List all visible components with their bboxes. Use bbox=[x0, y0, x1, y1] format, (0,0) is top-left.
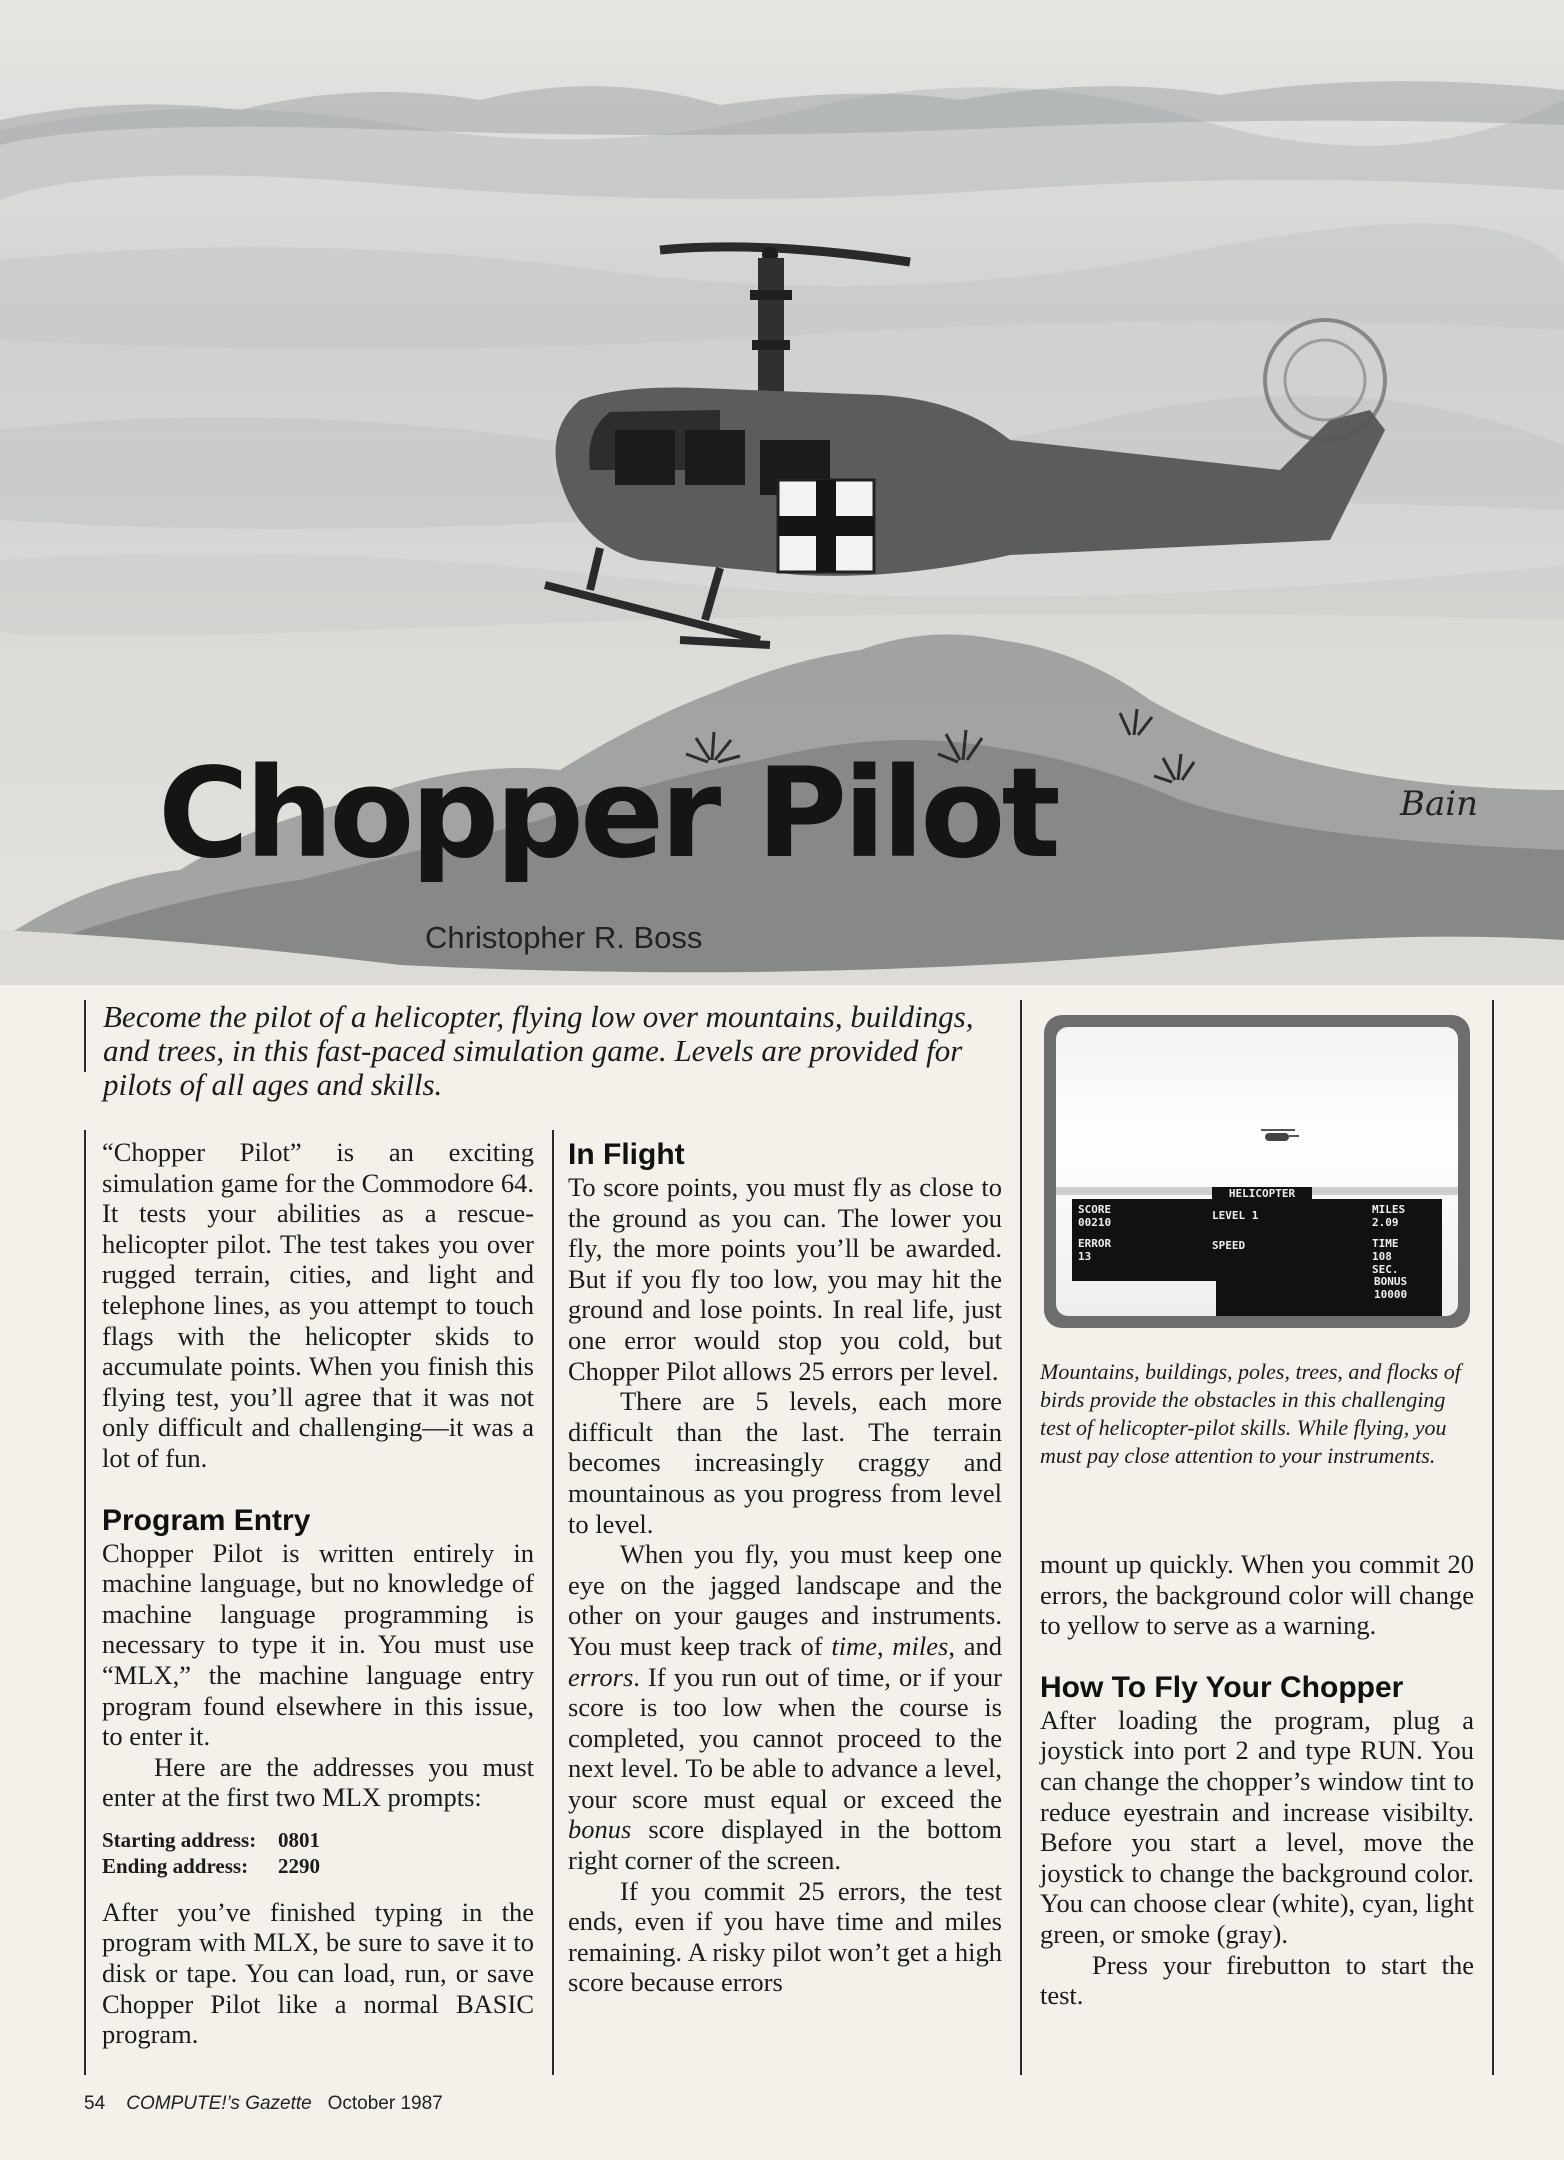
speed-label: SPEED bbox=[1212, 1239, 1246, 1252]
score-label: SCORE bbox=[1078, 1203, 1112, 1216]
error-value: 13 bbox=[1078, 1250, 1092, 1263]
column-rule-right-intro bbox=[1020, 1000, 1022, 2075]
bonus-box bbox=[1216, 1281, 1442, 1316]
col1-paragraph-3: Here are the addresses you must enter at the first two MLX prompts: bbox=[102, 1751, 534, 1813]
ending-address-label: Ending address: bbox=[102, 1853, 249, 1878]
page-footer bbox=[84, 2093, 443, 2115]
heading-program-entry: Program Entry bbox=[102, 1503, 311, 1537]
mlx-addresses bbox=[102, 1827, 534, 1879]
miles-label: MILES bbox=[1372, 1203, 1406, 1216]
publication-name: COMPUTE!’s Gazette bbox=[126, 2093, 312, 2114]
starting-address-label: Starting address: bbox=[102, 1827, 257, 1852]
ending-address-value: 2290 bbox=[278, 1853, 320, 1878]
bonus-label: BONUS bbox=[1374, 1275, 1408, 1288]
col3-paragraph-3: Press your firebutton to start the test. bbox=[1040, 1949, 1474, 2011]
col3-paragraph-2: After loading the program, plug a joystick into port 2 and type RUN. You can change the chopper’s window tint to reduce eyestrain and increase visibilty. Before you start a level, move the joystick to change the background color. You can choose clear (white), cyan, light green, or smoke (gray). bbox=[1040, 1704, 1474, 1949]
col2-paragraph-4: If you commit 25 errors, the test ends, even if you have time and miles remaining. A risky pilot won’t get a high score because errors bbox=[568, 1875, 1002, 1998]
panel-header: HELICOPTER bbox=[1212, 1187, 1312, 1200]
artist-signature: Bain bbox=[1400, 784, 1479, 824]
heading-how-to-fly: How To Fly Your Chopper bbox=[1040, 1670, 1404, 1704]
level-label: LEVEL 1 bbox=[1212, 1209, 1259, 1222]
column-1 bbox=[102, 1137, 534, 2050]
instrument-panel bbox=[1072, 1187, 1442, 1281]
heading-in-flight: In Flight bbox=[568, 1138, 685, 1171]
col1-paragraph-1: “Chopper Pilot” is an exciting simulation game for the Commodore 64. It tests your abilities as a rescue-helicopter pilot. The test takes you over rugged terrain, cities, and light and telephone lines, as you attempt to touch flags with the helicopter skids to accumulate points. When you finish this flying test, you’ll agree that it was not only difficult and challenging—it was a lot of fun. bbox=[102, 1137, 534, 1473]
game-screenshot bbox=[1044, 1015, 1470, 1328]
column-rule-1 bbox=[84, 1130, 86, 2075]
error-label: ERROR bbox=[1078, 1237, 1112, 1250]
column-rule-2 bbox=[552, 1130, 554, 2075]
bonus-value: 10000 bbox=[1374, 1288, 1408, 1301]
sec-label: SEC. bbox=[1372, 1263, 1399, 1276]
col2-paragraph-1: To score points, you must fly as close to the ground as you can. The lower you fly, the more points you’ll be awarded. But if you fly too low, you may hit the ground and lose points. In real life, just one error would stop you cold, but Chopper Pilot allows 25 errors per level. bbox=[568, 1172, 1002, 1386]
column-3 bbox=[1040, 1549, 1474, 2011]
author-byline: Christopher R. Boss bbox=[425, 920, 703, 955]
page-title: Chopper Pilot bbox=[158, 742, 1057, 886]
time-value: 108 bbox=[1372, 1250, 1392, 1263]
game-screen bbox=[1056, 1027, 1458, 1316]
issue-date: October 1987 bbox=[327, 2093, 443, 2114]
chopper-sprite bbox=[1261, 1127, 1301, 1147]
col1-paragraph-2: Chopper Pilot is written entirely in machine language, but no knowledge of machine language programming is necessary to type it in. You must use “MLX,” the machine language entry program found elsewhere in this issue, to enter it. bbox=[102, 1537, 534, 1752]
column-2 bbox=[568, 1138, 1002, 1998]
starting-address-value: 0801 bbox=[278, 1827, 320, 1852]
time-label: TIME bbox=[1372, 1237, 1399, 1250]
column-rule-3 bbox=[1492, 1000, 1494, 2075]
col2-paragraph-2: There are 5 levels, each more difficult than the last. The terrain becomes increasingly craggy and mountainous as you progress from level to level. bbox=[568, 1386, 1002, 1539]
score-value: 00210 bbox=[1078, 1216, 1112, 1229]
page-number: 54 bbox=[84, 2093, 106, 2114]
col1-paragraph-4: After you’ve finished typing in the program with MLX, be sure to save it to disk or tape. You can load, run, or save Chopper Pilot like a normal BASIC program. bbox=[102, 1896, 534, 2050]
col2-paragraph-3: When you fly, you must keep one eye on the jagged landscape and the other on your gauges and instruments. You must keep track of time, miles, and errors. If you run out of time, or if your score is too low when the course is completed, you cannot proceed to the next level. To be able to advance a level, your score must equal or exceed the bonus score displayed in the bottom right corner of the screen. bbox=[568, 1539, 1002, 1876]
col3-paragraph-1: mount up quickly. When you commit 20 errors, the background color will change to yellow to serve as a warning. bbox=[1040, 1549, 1474, 1641]
miles-value: 2.09 bbox=[1372, 1216, 1399, 1229]
column-rule-left-intro bbox=[84, 1000, 86, 1072]
hero-illustration bbox=[0, 0, 1564, 985]
intro-deck: Become the pilot of a helicopter, flying low over mountains, buildings, and trees, in this fast-paced simulation game. Levels are provided for pilots of all ages and skills. bbox=[103, 999, 974, 1102]
screenshot-caption: Mountains, buildings, poles, trees, and flocks of birds provide the obstacles in this challenging test of helicopter-pilot skills. While flying, you must pay close attention to your instruments. bbox=[1040, 1359, 1461, 1468]
